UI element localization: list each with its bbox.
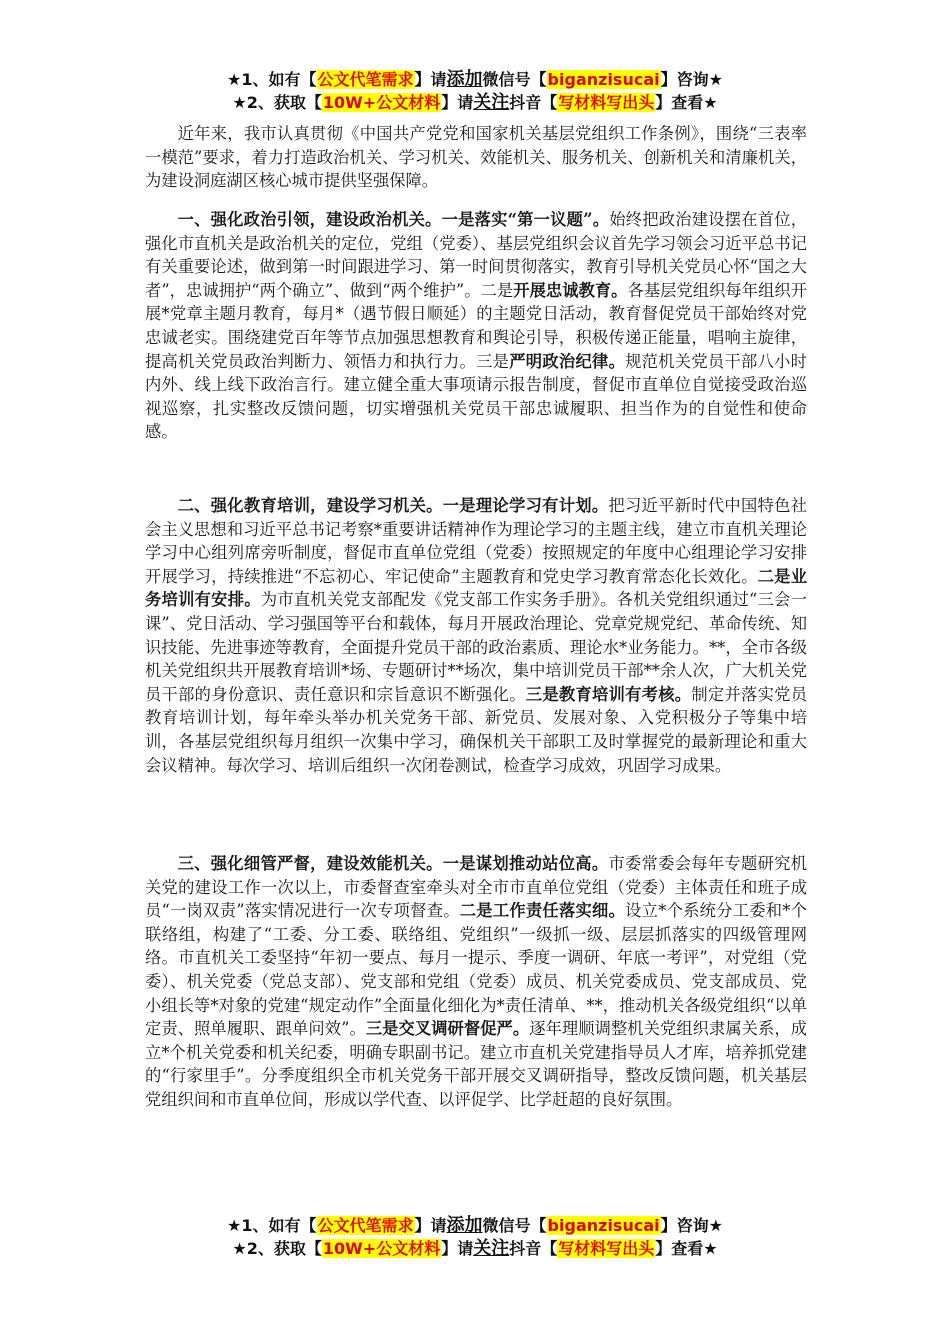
subsection-text: 把习近平新时代中国特色社会主义思想和习近平总书记考察*重要讲话精神作为理论学习的主题主线，建立市直机关理论学习中心组列席旁听制度，督促市直单位党组（党委）按照规定的年度中心组理论学习安排开展学习，持续推进“不忘初心、牢记使命”主题教育和党史学习教育常态化长效化。 bbox=[145, 496, 807, 586]
promo-highlight: 公文代笔需求 bbox=[317, 1216, 414, 1235]
subsection-text: 各基层党组织每年组织开展*党章主题月教育，每月*（遇节假日顺延）的主题党日活动，教育督促党员干部始终对党忠诚老实。围绕建党百年等节点加强思想教育和舆论引导，积极传递正能量，唱响主旋律，提高机关党员政治判断力、领悟力和执行力。 bbox=[145, 280, 807, 371]
subsection-title: 三是交叉调研督促严。 bbox=[365, 1019, 530, 1039]
subsection-title: 开展忠诚教育。 bbox=[513, 280, 628, 300]
promo-line-2 bbox=[0, 91, 950, 114]
promo-text: ★2、获取【 bbox=[232, 93, 322, 112]
intro-paragraph: 近年来，我市认真贯彻《中国共产党党和国家机关基层党组织工作条例》，围绕“三表率一模范”要求，着力打造政治机关、学习机关、效能机关、服务机关、创新机关和清廉机关，为建设洞庭湖区核心城市提供坚强保障。 bbox=[145, 124, 807, 191]
promo-text: 微信号【 bbox=[482, 1216, 547, 1235]
promo-text: 】请 bbox=[441, 93, 474, 112]
intro-section bbox=[145, 122, 807, 193]
promo-text: 】请 bbox=[414, 70, 447, 89]
promo-highlight: biganzisucai bbox=[547, 1216, 660, 1235]
promo-highlight: 10W+公文材料 bbox=[322, 1239, 441, 1258]
subsection-title: 二是工作责任落实细。 bbox=[459, 901, 626, 921]
section-efficiency bbox=[145, 852, 807, 1112]
subsection-prefix: 三是 bbox=[476, 351, 510, 371]
promo-underline: 添加 bbox=[446, 1215, 483, 1236]
section-heading: 三、强化细管严督，建设效能机关。 bbox=[177, 854, 443, 873]
subsection-title: 一是理论学习有计划。 bbox=[442, 496, 609, 515]
promo-text: ★1、如有【 bbox=[227, 70, 317, 89]
promo-text: 】请 bbox=[414, 1216, 447, 1235]
subsection-title: 二是业务培训有安排。 bbox=[145, 566, 807, 610]
promo-text: 微信号【 bbox=[482, 70, 547, 89]
subsection-text: 逐年理顺调整机关党组织隶属关系，成立*个机关党委和机关纪委，明确专职副书记。建立市直机关党建指导员人才库，培养抓党建的“行家里手”。分季度组织全市机关党务干部开展交叉调研指导，整改反馈问题，机关基层党组织间和市直单位间，形成以学代查、以评促学、比学赶超的良好氛围。 bbox=[145, 1019, 807, 1109]
subsection-title: 一是谋划推动站位高。 bbox=[442, 854, 609, 873]
section-heading: 一、强化政治引领，建设政治机关。 bbox=[177, 210, 442, 229]
section-paragraph bbox=[145, 852, 807, 1112]
promo-highlight: biganzisucai bbox=[547, 70, 660, 89]
promo-line-2 bbox=[0, 1237, 950, 1260]
promo-text: 抖音【 bbox=[509, 1239, 558, 1258]
promo-banner-top bbox=[0, 68, 950, 114]
promo-text: 】查看★ bbox=[655, 1239, 718, 1258]
promo-text: 】请 bbox=[441, 1239, 474, 1258]
promo-highlight: 10W+公文材料 bbox=[322, 93, 441, 112]
promo-text: ★1、如有【 bbox=[227, 1216, 317, 1235]
section-political bbox=[145, 208, 807, 444]
subsection-text: 为市直机关党支部配发《党支部工作实务手册》。各机关党组织通过“三会一课”、党日活动、学习强国等平台和载体，每月开展政治理论、党章党规党纪、革命传统、知识技能、先进事迹等教育，全面提升党员干部的政治素质、理论水*业务能力。**，全市各级机关党组织共开展教育培训*场、专题研讨**场次，集中培训党员干部**余人次，广大机关党员干部的身份意识、责任意识和宗旨意识不断强化。 bbox=[145, 590, 807, 704]
promo-highlight: 公文代笔需求 bbox=[317, 70, 414, 89]
promo-text: ★2、获取【 bbox=[232, 1239, 322, 1258]
subsection-prefix: 二是 bbox=[480, 280, 514, 300]
subsection-text: 市委常委会每年专题研究机关党的建设工作一次以上，市委督查室牵头对全市市直单位党组（党委）主体责任和班子成员“一岗双责”落实情况进行一次专项督查。 bbox=[145, 854, 807, 921]
promo-line-1 bbox=[0, 68, 950, 91]
subsection-text: 制定并落实党员教育培训计划，每年牵头举办机关党务干部、新党员、发展对象、入党积极分子等集中培训，各基层党组织每月组织一次集中学习，确保机关干部职工及时掌握党的最新理论和重大会议精神。每次学习、培训后组织一次闭卷测试，检查学习成效，巩固学习成果。 bbox=[145, 684, 807, 775]
promo-line-1 bbox=[0, 1214, 950, 1237]
section-paragraph bbox=[145, 494, 807, 777]
subsection-title: 严明政治纪律。 bbox=[509, 351, 626, 371]
subsection-text: 规范机关党员干部八小时内外、线上线下政治言行。建立健全重大事项请示报告制度，督促市直单位自觉接受政治巡视巡察，扎实整改反馈问题，切实增强机关党员干部忠诚履职、担当作为的自觉性和使命感。 bbox=[145, 351, 807, 442]
subsection-text: 始终把政治建设摆在首位，强化市直机关是政治机关的定位，党组（党委）、基层党组织会议首先学习领会习近平总书记有关重要论述，做到第一时间跟进学习、第一时间贯彻落实，教育引导机关党员心怀“国之大者”，忠诚拥护“两个确立”、做到“两个维护”。 bbox=[145, 210, 807, 300]
promo-underline: 关注 bbox=[473, 1238, 510, 1259]
promo-highlight: 写材料写出头 bbox=[558, 93, 655, 112]
section-paragraph bbox=[145, 208, 807, 444]
promo-text: 】咨询★ bbox=[660, 1216, 723, 1235]
promo-banner-bottom bbox=[0, 1214, 950, 1260]
promo-text: 】咨询★ bbox=[660, 70, 723, 89]
section-heading: 二、强化教育培训，建设学习机关。 bbox=[177, 496, 443, 515]
promo-underline: 添加 bbox=[446, 69, 483, 90]
promo-underline: 关注 bbox=[473, 92, 510, 113]
subsection-text: 设立*个系统分工委和*个联络组，构建了“工委、分工委、联络组、党组织”一级抓一级、层层抓落实的四级管理网络。市直机关工委坚持“年初一要点、每月一提示、季度一调研、年底一考评”，对党组（党委）、机关党委（党总支部）、党支部和党组（党委）成员、机关党委成员、党支部成员、党小组长等*对象的党建“规定动作”全面量化细化为*责任清单、**，推动机关各级党组织“以单定责、照单履职、跟单问效”。 bbox=[145, 901, 807, 1039]
section-learning bbox=[145, 494, 807, 777]
promo-text: 】查看★ bbox=[655, 93, 718, 112]
promo-text: 抖音【 bbox=[509, 93, 558, 112]
subsection-title: 一是落实“第一议题”。 bbox=[441, 210, 610, 229]
promo-highlight: 写材料写出头 bbox=[558, 1239, 655, 1258]
subsection-title: 三是教育培训有考核。 bbox=[525, 684, 692, 704]
